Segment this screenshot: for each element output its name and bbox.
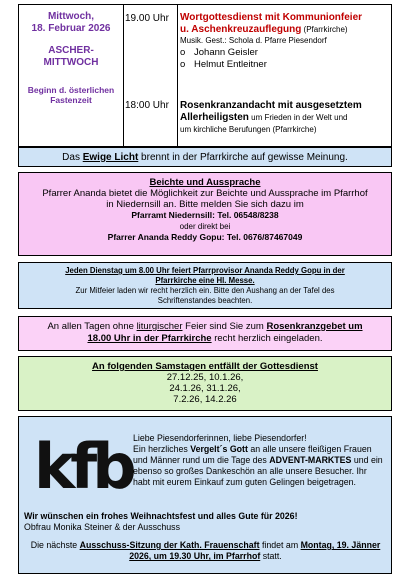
tuesday-text-1: Jeden Dienstag um 8.00 Uhr feiert Pfarrprovisor Ananda Reddy Gopu in der: [65, 266, 345, 275]
lent-start-label: [19, 85, 123, 105]
confession-text-2: in Niedernsill an. Bitte melden Sie sich dazu im: [106, 199, 304, 210]
event2-title-rest: um Frieden in der Welt und: [248, 113, 348, 122]
kfb-logo-icon: [33, 430, 132, 503]
next-meeting: [24, 540, 387, 562]
event-column: [177, 5, 391, 146]
next-mid: findet am: [259, 540, 301, 550]
ash-text-2: MITTWOCH: [43, 57, 99, 68]
rosary-post: recht herzlich eingeladen.: [211, 333, 323, 344]
event1-people-list: [180, 47, 267, 71]
next-date: Montag, 19. Jänner 2026, um 19.30 Uhr, im Pfarrhof: [129, 540, 381, 561]
time-column: [123, 5, 178, 146]
event1-title-line2: [180, 24, 387, 36]
rosary-mid: Feier sind Sie zum: [182, 321, 267, 332]
pastor-phone: Pfarrer Ananda Reddy Gopu: Tel. 0676/87467049: [107, 232, 303, 242]
next-pre: Die nächste: [30, 540, 80, 550]
event1-time: 19.00 Uhr: [125, 13, 169, 24]
tuesday-text-3: Zur Mitfeier laden wir recht herzlich ein. Bitte den Aushang an der Tafel des: [75, 286, 335, 295]
confession-text-1: Pfarrer Ananda bietet die Möglichkeit zur Beichte und Aussprache im Pfarrhof: [42, 188, 368, 199]
event1-title-main: u. Aschenkreuzauflegung: [180, 24, 302, 35]
cancel-dates-2: 24.1.26, 31.1.26,: [169, 383, 241, 394]
confession-title: Beichte und Aussprache: [149, 177, 261, 188]
licht-post: brennt in der Pfarrkirche auf gewisse Meinung.: [138, 152, 348, 163]
rosary-highlight-1: Rosenkranzgebet um: [266, 321, 363, 332]
list-item: [180, 59, 267, 71]
cancel-dates-3: 7.2.26, 14.2.26: [173, 394, 237, 405]
thanks-mid: an alle unsere fleißigen Frauen und Männer rund um die Tage des: [133, 444, 372, 465]
event1-music: Musik. Gest.: Schola d. Pfarre Piesendorf: [180, 36, 327, 45]
event2-title-bold: Allerheiligsten: [180, 112, 249, 123]
tuesday-text-2: Pfarrkirche eine Hl. Messe.: [155, 276, 255, 285]
saturday-cancellations: [18, 356, 392, 411]
kfb-wish: [24, 511, 387, 533]
event1-title-line1: Wortgottesdienst mit Kommunionfeier: [180, 12, 363, 23]
ash-text-1: ASCHER-: [48, 45, 94, 56]
rosary-highlight-2: 18.00 Uhr in der Pfarrkirche: [87, 333, 212, 344]
bullet-icon: o: [180, 59, 186, 70]
rosary-pre: An allen Tagen ohne: [47, 321, 137, 332]
thanks-text: [133, 444, 383, 488]
list-item: [180, 47, 267, 59]
kfb-logo-text: kfb: [34, 430, 132, 503]
date-label: [19, 11, 123, 35]
greeting-text: Liebe Piesendorferinnen, liebe Piesendorfer!: [133, 433, 307, 443]
event1-location: (Pfarrkirche): [301, 25, 348, 34]
event2-title-line2: [180, 112, 387, 124]
rosary-notice: [18, 316, 392, 351]
confession-notice: [18, 172, 392, 256]
next-bold: Ausschuss-Sitzung der Kath. Frauenschaft: [79, 540, 260, 550]
thanks-post: und ein ebenso so großes Dankeschön an alle unsere Besucher. Ihr habt mit eurem Einkauf zum guten Gelingen beigetragen.: [133, 455, 383, 487]
cancel-dates-1: 27.12.25, 10.1.26,: [166, 372, 244, 383]
confession-text-or: oder direkt bei: [179, 222, 231, 231]
advent-market: ADVENT-MARKTES: [269, 455, 352, 465]
event2-title-line3: um kirchliche Berufungen (Pfarrkirche): [180, 125, 317, 134]
signature: Obfrau Monika Steiner & der Ausschuss: [24, 522, 180, 532]
christmas-wish: Wir wünschen ein frohes Weihnachtsfest und alles Gute für 2026!: [24, 511, 298, 521]
weekday-text: Mittwoch,: [47, 11, 95, 22]
event2-title-line1: Rosenkranzandacht mit ausgesetztem: [180, 100, 362, 111]
tuesday-mass-notice: [18, 262, 392, 309]
event1-title: [180, 12, 387, 36]
person-name: Johann Geisler: [194, 47, 258, 58]
thanks-pre: Ein herzliches: [133, 444, 191, 454]
parish-office-phone: Pfarramt Niedernsill: Tel. 06548/8238: [131, 210, 279, 220]
rosary-line-1: [19, 321, 391, 333]
lent-text-2: Fastenzeit: [50, 95, 92, 105]
licht-highlight: Ewige Licht: [82, 152, 139, 163]
kfb-greeting: [133, 433, 383, 488]
next-post: statt.: [260, 551, 282, 561]
date-text: 18. Februar 2026: [31, 23, 111, 34]
eternal-light-notice: [18, 147, 392, 167]
rosary-liturg: liturgischer: [136, 321, 183, 332]
event2-time: 18:00 Uhr: [125, 100, 169, 111]
cancellations-title: An folgenden Samstagen entfällt der Gottesdienst: [92, 361, 318, 372]
event2-title: [180, 100, 387, 136]
lent-text-1: Beginn d. österlichen: [27, 85, 115, 95]
date-column: [19, 5, 124, 146]
licht-pre: Das: [62, 152, 83, 163]
tuesday-text-4: Schriftenstandes beachten.: [157, 296, 253, 305]
bullet-icon: o: [180, 47, 186, 58]
person-name: Helmut Entleitner: [194, 59, 267, 70]
rosary-line-2: [19, 333, 391, 345]
ash-wednesday-label: [19, 45, 123, 69]
thanks-bold: Vergelt´s Gott: [190, 444, 248, 454]
schedule-table: [18, 4, 392, 147]
kfb-notice: [18, 416, 392, 574]
